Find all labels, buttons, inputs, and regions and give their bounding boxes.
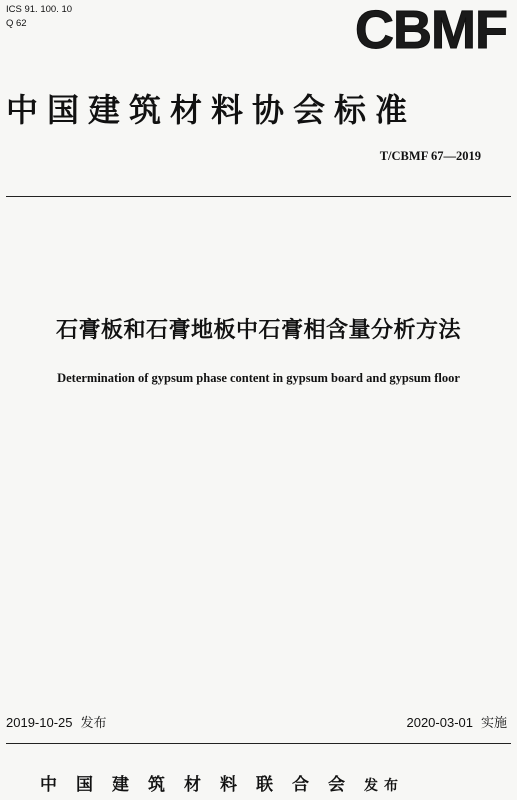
- implementation-label: 实施: [480, 716, 507, 731]
- ics-code: ICS 91. 100. 10: [6, 4, 73, 15]
- ccs-code: Q 62: [6, 18, 27, 29]
- classification-codes: [6, 3, 72, 31]
- standard-number: T/CBMF 67—2019: [379, 149, 481, 163]
- implementation-date-block: [406, 712, 507, 731]
- cbmf-logo: CBMF: [355, 0, 507, 60]
- publisher-name: 中国建筑材料联合会: [40, 775, 364, 795]
- implementation-date: 2020-03-01: [406, 715, 473, 730]
- issue-label: 发布: [80, 716, 107, 731]
- publisher-line: [40, 770, 404, 795]
- publisher-verb: 发布: [364, 778, 404, 794]
- bottom-divider: [6, 743, 511, 744]
- document-title-english: Determination of gypsum phase content in gypsum board and gypsum floor: [57, 371, 460, 385]
- document-title-chinese: 石膏板和石膏地板中石膏相含量分析方法: [55, 318, 461, 343]
- issue-date: 2019-10-25: [6, 715, 73, 730]
- top-divider: [6, 196, 511, 197]
- organization-standard-title: 中国建筑材料协会标准: [6, 91, 417, 129]
- issue-date-block: [6, 712, 107, 731]
